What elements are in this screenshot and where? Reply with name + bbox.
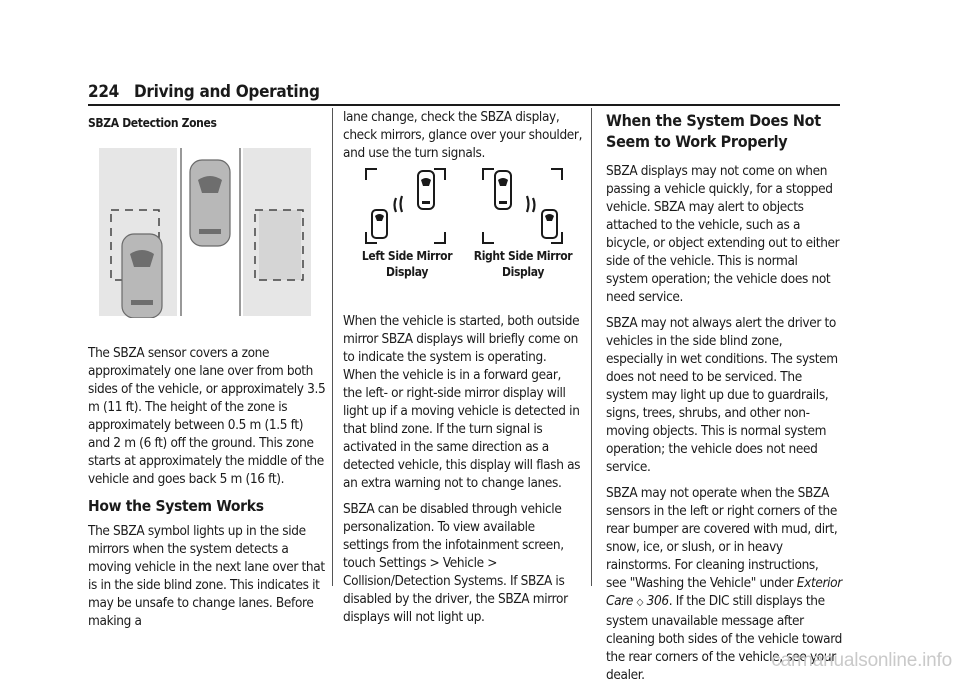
figure-title: SBZA Detection Zones [88, 116, 217, 130]
left-mirror-display-icon [363, 166, 449, 246]
page-ref-icon: ◇ [636, 597, 644, 608]
right-zone-fill [259, 210, 301, 280]
column-2 [343, 108, 583, 634]
how-it-works-heading: How the System Works [88, 497, 264, 515]
para3-text-a: SBZA may not operate when the SBZA sensors in the left or right corners of the rear bumper are covered with mud, dirt, snow, ice, or slush, or in heavy rainstorms. For cleaning instructions, see "Washing the Vehicle" under [606, 485, 838, 591]
right-mirror-display-icon [480, 166, 566, 246]
lane-change-paragraph: lane change, check the SBZA display, check mirrors, glance over your shoulder, and use the turn signals. [343, 109, 583, 161]
page-number: 224 [88, 82, 120, 102]
startup-paragraph: When the vehicle is started, both outside mirror SBZA displays will briefly come on to indicate the system is operating. When the vehicle is in a forward gear, the left- or right-side mirror display will light up if a moving vehicle is detected in that blind zone. If the turn signal is activated in the same direction as a detected vehicle, this display will flash as an extra warning not to change lanes. [343, 313, 581, 491]
sbza-zones-diagram [99, 148, 319, 318]
column-divider-1 [332, 108, 333, 586]
column-1 [88, 108, 328, 638]
not-working-paragraph-1: SBZA displays may not come on when passing a vehicle quickly, for a stopped vehicle. SBZA may alert to objects attached to the vehicle, such as a bicycle, or object extending out to either side of the vehicle. This is normal system operation; the vehicle does not need service. [606, 163, 840, 305]
column-3 [606, 108, 842, 692]
header-rule [88, 104, 840, 106]
left-mirror-caption: Left Side Mirror Display [361, 249, 453, 279]
column-divider-2 [591, 108, 592, 586]
zone-coverage-paragraph: The SBZA sensor covers a zone approximately one lane over from both sides of the vehicle, or approximately 3.5 m (11 ft). The height of the zone is approximately between 0.5 m (1.5 ft) and 2 m (6 ft) off the ground. This zone starts at approximately the middle of the vehicle and goes back 5 m (16 ft). [88, 345, 326, 487]
disable-paragraph: SBZA can be disabled through vehicle personalization. To view available settings from the infotainment screen, touch Settings > Vehicle > Collision/Detection Systems. If SBZA is disabled by the driver, the SBZA mirror displays will not light up. [343, 501, 568, 625]
watermark: carmanualsonline.info [771, 650, 952, 671]
not-working-paragraph-2: SBZA may not always alert the driver to vehicles in the side blind zone, especially in wet conditions. The system does not need to be serviced. The system may light up due to guardrails, signs, trees, shrubs, and other non-moving objects. This is normal system operation; the vehicle does not need service. [606, 315, 838, 475]
page-ref-number[interactable]: 306 [646, 593, 669, 609]
exterior-care-link[interactable]: Exterior Care [606, 575, 842, 609]
section-title: Driving and Operating [134, 82, 320, 102]
how-it-works-paragraph: The SBZA symbol lights up in the side mirrors when the system detects a moving vehicle in the next lane over that is in the side blind zone. This indicates it may be unsafe to change lanes. Before making a [88, 523, 325, 629]
para3-text-b: . If the DIC still displays the system unavailable message after cleaning both sides of the vehicle toward the rear corners of the vehicle, see your dealer. [606, 593, 842, 683]
page-header [88, 82, 840, 106]
mirror-display-figures [343, 162, 583, 294]
right-mirror-caption: Right Side Mirror Display [473, 249, 573, 279]
host-vehicle [122, 234, 162, 318]
adjacent-vehicle [190, 160, 230, 246]
not-working-heading: When the System Does Not Seem to Work Properly [606, 111, 821, 151]
